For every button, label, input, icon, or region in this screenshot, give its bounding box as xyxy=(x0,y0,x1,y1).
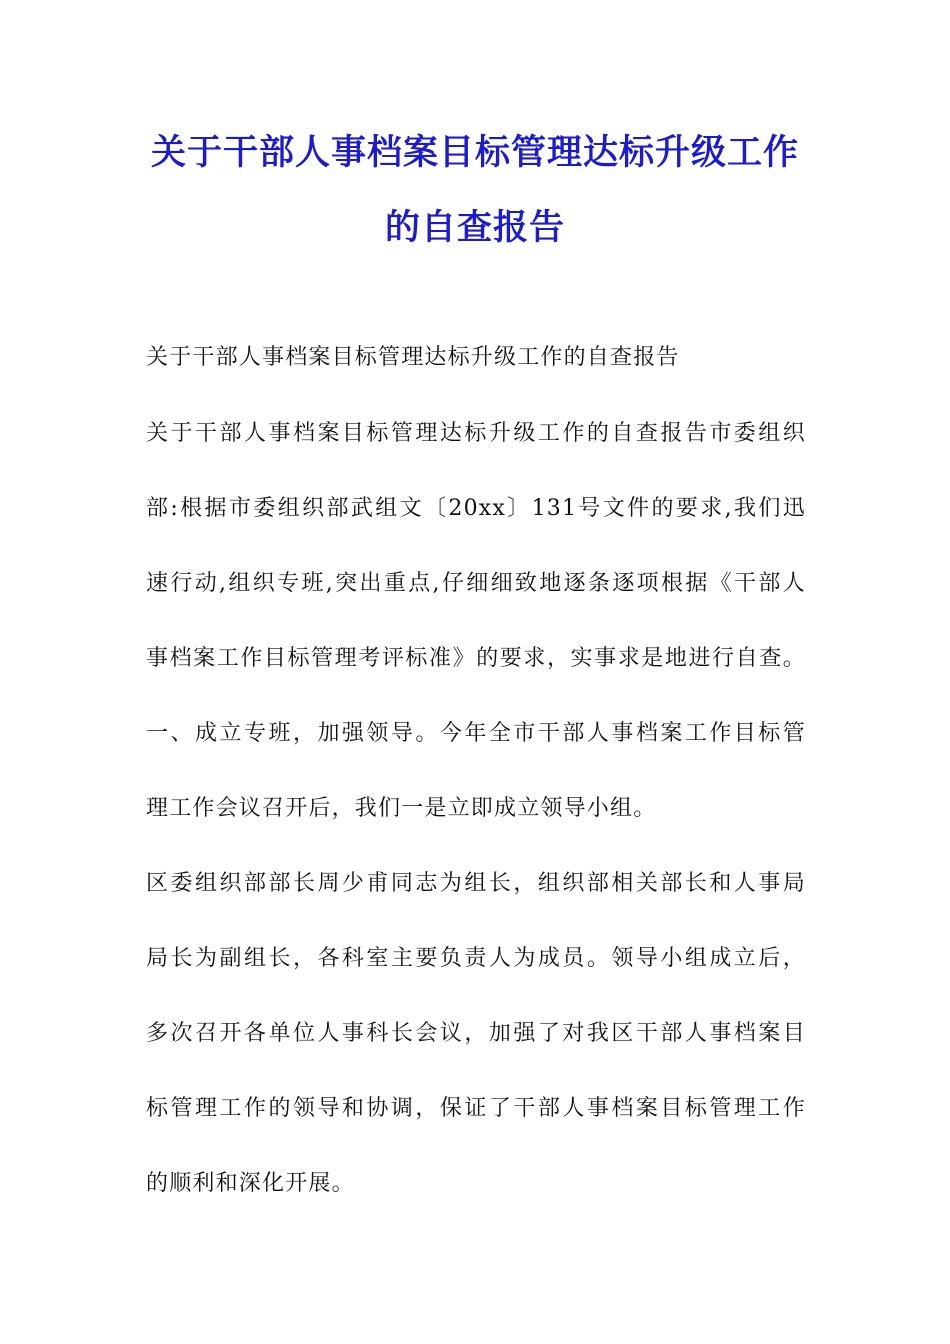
body-line-5: 事档案工作目标管理考评标准》的要求，实事求是地进行自查。 xyxy=(146,646,806,671)
document-title-line-1: 关于干部人事档案目标管理达标升级工作 xyxy=(150,133,799,173)
body-line-2: 关于干部人事档案目标管理达标升级工作的自查报告市委组织 xyxy=(146,421,806,446)
body-line-10: 多次召开各单位人事科长会议，加强了对我区干部人事档案目 xyxy=(146,1021,806,1046)
body-line-1: 关于干部人事档案目标管理达标升级工作的自查报告 xyxy=(146,345,680,370)
body-line-3: 部:根据市委组织部武组文〔20xx〕131号文件的要求,我们迅 xyxy=(146,496,806,521)
body-line-6: 一、成立专班，加强领导。今年全市干部人事档案工作目标管 xyxy=(146,721,806,746)
body-line-11: 标管理工作的领导和协调，保证了干部人事档案目标管理工作 xyxy=(146,1096,806,1121)
body-line-8: 区委组织部部长周少甫同志为组长，组织部相关部长和人事局 xyxy=(146,871,806,896)
body-line-4: 速行动,组织专班,突出重点,仔细细致地逐条逐项根据《干部人 xyxy=(146,571,806,596)
document-title-line-2: 的自查报告 xyxy=(384,208,565,248)
body-line-12: 的顺利和深化开展。 xyxy=(146,1171,355,1196)
body-line-7: 理工作会议召开后，我们一是立即成立领导小组。 xyxy=(146,796,657,821)
body-line-9: 局长为副组长，各科室主要负责人为成员。领导小组成立后， xyxy=(146,946,806,971)
